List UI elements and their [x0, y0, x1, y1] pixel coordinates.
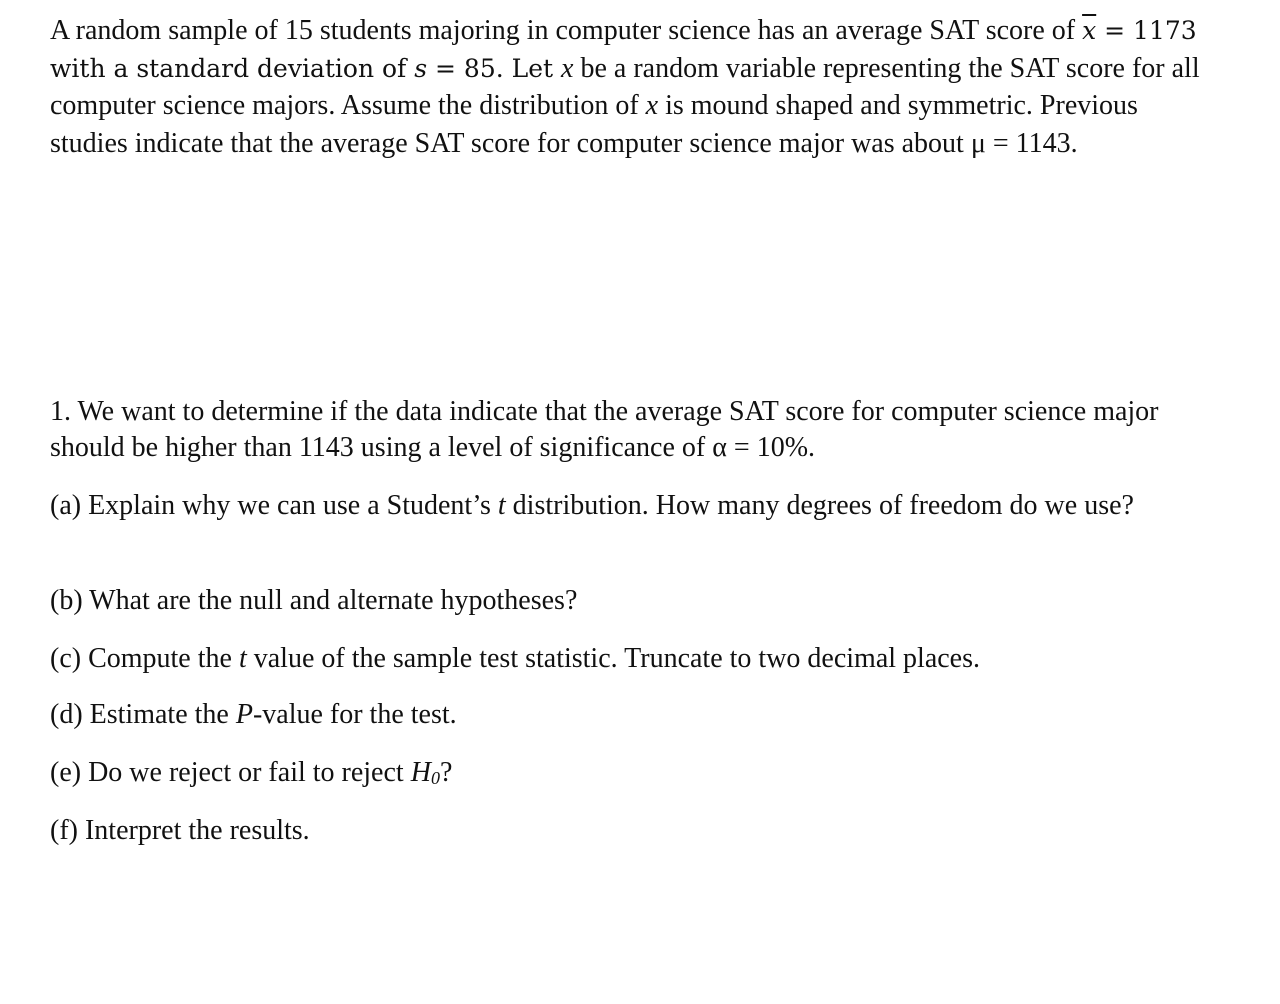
part-d-text-1: (d) Estimate the: [50, 699, 236, 730]
problem-intro: [50, 12, 1220, 162]
s-symbol: s: [414, 53, 428, 83]
x-symbol: x: [561, 52, 574, 84]
p-symbol: P: [235, 699, 253, 730]
h-symbol: H: [410, 757, 431, 788]
part-a-text-1: (a) Explain why we can use a Student’s: [50, 490, 498, 521]
part-a: [50, 487, 1220, 525]
x-symbol: x: [645, 90, 659, 121]
problem-page: [50, 12, 1220, 846]
part-d-text-2: -value for the test.: [252, 699, 457, 730]
question-1-block: [50, 394, 1220, 466]
part-e: [50, 754, 1220, 797]
part-e-text-1: (e) Do we reject or fail to reject: [50, 757, 411, 788]
part-f: (f) Interpret the results.: [50, 815, 310, 846]
x-bar-symbol: $\overline{x}$: [1082, 16, 1097, 45]
intro-text-3: = 85. Let: [427, 53, 562, 83]
question-1: 1. We want to determine if the data indicate that the average SAT score for computer science major should be higher than 1143 using a level of significance of α = 10%.: [50, 396, 1159, 463]
part-e-text-2: ?: [439, 757, 453, 788]
t-symbol: t: [497, 490, 506, 521]
part-b: (b) What are the null and alternate hypotheses?: [50, 585, 578, 616]
part-d: [50, 696, 1220, 734]
intro-text-2: = 1173 with a standard deviation of: [50, 16, 1197, 83]
h-subscript: 0: [430, 768, 440, 788]
intro-text-1: A random sample of 15 students majoring in computer science has an average SAT score of: [50, 15, 1083, 46]
part-c: [50, 640, 1220, 678]
intro-text-4: be a random variable representing the SAT score for all computer science majors. Assume the distribution of: [50, 52, 1200, 121]
part-c-text-2: value of the sample test statistic. Truncate to two decimal places.: [246, 643, 980, 674]
intro-text-5: is mound shaped and symmetric. Previous studies indicate that the average SAT score for computer science major was about μ = 1143.: [50, 90, 1138, 159]
part-c-text-1: (c) Compute the: [50, 643, 239, 674]
part-a-text-2: distribution. How many degrees of freedom do we use?: [505, 490, 1134, 521]
t-symbol: t: [238, 643, 247, 674]
